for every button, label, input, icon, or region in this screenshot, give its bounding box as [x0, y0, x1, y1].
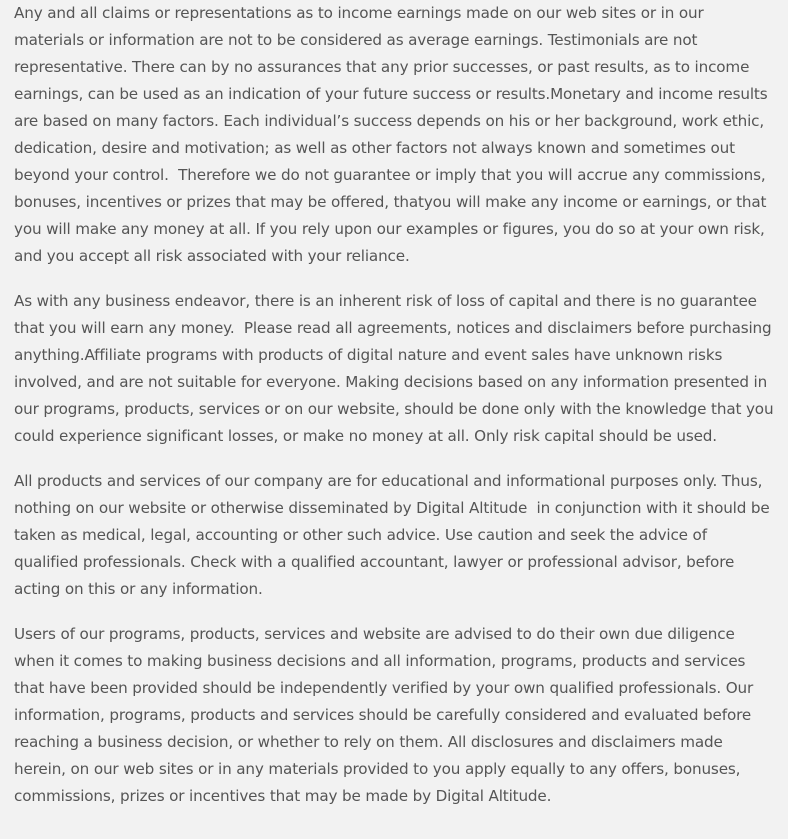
- disclaimer-paragraph-business-risk: As with any business endeavor, there is an inherent risk of loss of capital and there is no guarantee that you will earn any money. Please read all agreements, notices and disclaimers before purchasing anything.Affiliate programs with products of digital nature and event sales have unknown risks involved, and are not suitable for everyone. Making decisions based on any information presented in our programs, products, services or on our website, should be done only with the knowledge that you could experience significant losses, or make no money at all. Only risk capital should be used.: [14, 292, 779, 445]
- disclaimer-paragraph-due-diligence: Users of our programs, products, services and website are advised to do their own due diligence when it comes to making business decisions and all information, programs, products and services that have been provided should be independently verified by your own qualified professionals. Our information, programs, products and services should be carefully considered and evaluated before reaching a business decision, or whether to rely on them. All disclosures and disclaimers made herein, on our web sites or in any materials provided to you apply equally to any offers, bonuses, commissions, prizes or incentives that may be made by Digital Altitude.: [14, 625, 758, 805]
- disclaimer-paragraph-educational-purpose: All products and services of our company are for educational and informational purposes only. Thus, nothing on our website or otherwise disseminated by Digital Altitude in conjunction with it should be taken as medical, legal, accounting or other such advice. Use caution and seek the advice of qualified professionals. Check with a qualified accountant, lawyer or professional advisor, before acting on this or any information.: [14, 472, 775, 598]
- disclaimer-paragraph-income-claims: Any and all claims or representations as to income earnings made on our web sites or in our materials or information are not to be considered as average earnings. Testimonials are not representative. There can by no assurances that any prior successes, or past results, as to income earnings, can be used as an indication of your future success or results.Monetary and income results are based on many factors. Each individual’s success depends on his or her background, work ethic, dedication, desire and motivation; as well as other factors not always known and sometimes out beyond your control. Therefore we do not guarantee or imply that you will accrue any commissions, bonuses, incentives or prizes that may be offered, thatyou will make any income or earnings, or that you will make any money at all. If you rely upon our examples or figures, you do so at your own risk, and you accept all risk associated with your reliance.: [14, 4, 773, 265]
